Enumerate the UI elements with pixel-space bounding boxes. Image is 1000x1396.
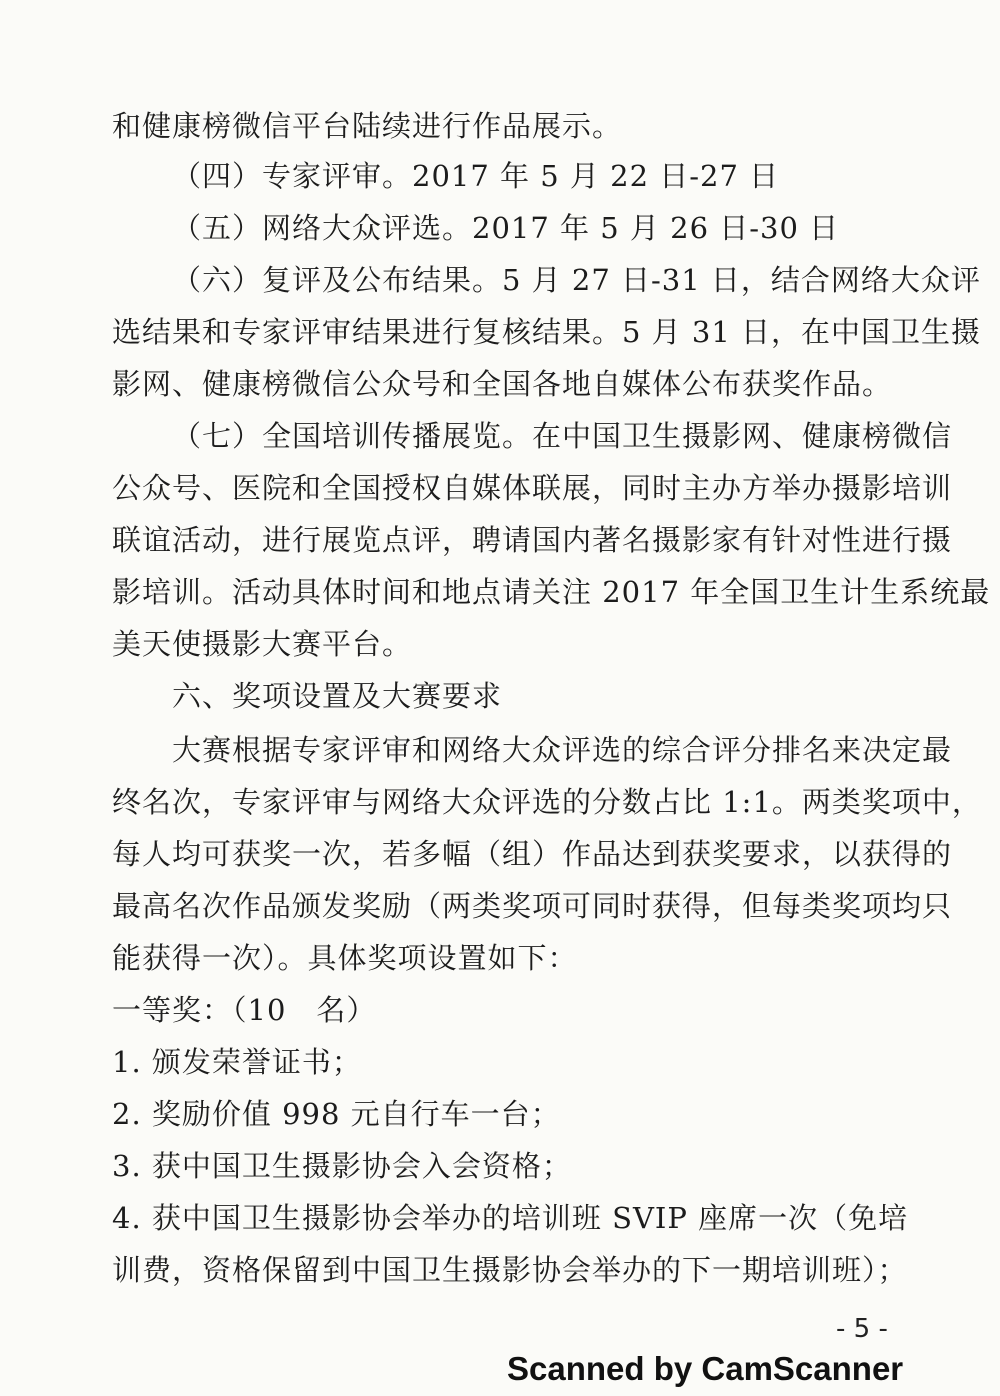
text-line: 影网、健康榜微信公众号和全国各地自媒体公布获奖作品。 <box>112 367 893 401</box>
list-item: 1. 颁发荣誉证书； <box>112 1045 362 1079</box>
scanner-watermark: Scanned by CamScanner <box>507 1350 904 1387</box>
text-line: 公众号、医院和全国授权自媒体联展，同时主办方举办摄影培训 <box>112 471 953 505</box>
section-heading-five: （五）网络大众评选。2017 年 5 月 26 日-30 日 <box>172 211 840 245</box>
text-line: 和健康榜微信平台陆续进行作品展示。 <box>112 109 623 143</box>
text-line: 联谊活动，进行展览点评，聘请国内著名摄影家有针对性进行摄 <box>112 523 953 557</box>
text-line: 每人均可获奖一次，若多幅（组）作品达到获奖要求，以获得的 <box>112 837 953 871</box>
section-title: 六、奖项设置及大赛要求 <box>172 679 503 713</box>
section-heading-four: （四）专家评审。2017 年 5 月 22 日-27 日 <box>172 159 780 193</box>
list-item: 3. 获中国卫生摄影协会入会资格； <box>112 1149 572 1183</box>
award-heading: 一等奖：（10 名） <box>112 993 377 1027</box>
page-number: - 5 - <box>836 1314 888 1344</box>
text-line: 影培训。活动具体时间和地点请关注 2017 年全国卫生计生系统最 <box>112 575 991 609</box>
text-line: 大赛根据专家评审和网络大众评选的综合评分排名来决定最 <box>172 733 953 767</box>
text-line: 训费，资格保留到中国卫生摄影协会举办的下一期培训班）； <box>112 1253 908 1287</box>
section-heading-six: （六）复评及公布结果。5 月 27 日-31 日，结合网络大众评 <box>172 263 981 297</box>
text-line: 最高名次作品颁发奖励（两类奖项可同时获得，但每类奖项均只 <box>112 889 953 923</box>
text-line: 美天使摄影大赛平台。 <box>112 627 413 661</box>
text-line: 选结果和专家评审结果进行复核结果。5 月 31 日，在中国卫生摄 <box>112 315 982 349</box>
text-line: 终名次，专家评审与网络大众评选的分数占比 1:1。两类奖项中， <box>112 785 982 819</box>
section-heading-seven: （七）全国培训传播展览。在中国卫生摄影网、健康榜微信 <box>172 419 953 453</box>
list-item: 2. 奖励价值 998 元自行车一台； <box>112 1097 561 1131</box>
list-item: 4. 获中国卫生摄影协会举办的培训班 SVIP 座席一次（免培 <box>112 1201 909 1235</box>
text-line: 能获得一次）。具体奖项设置如下： <box>112 941 578 975</box>
